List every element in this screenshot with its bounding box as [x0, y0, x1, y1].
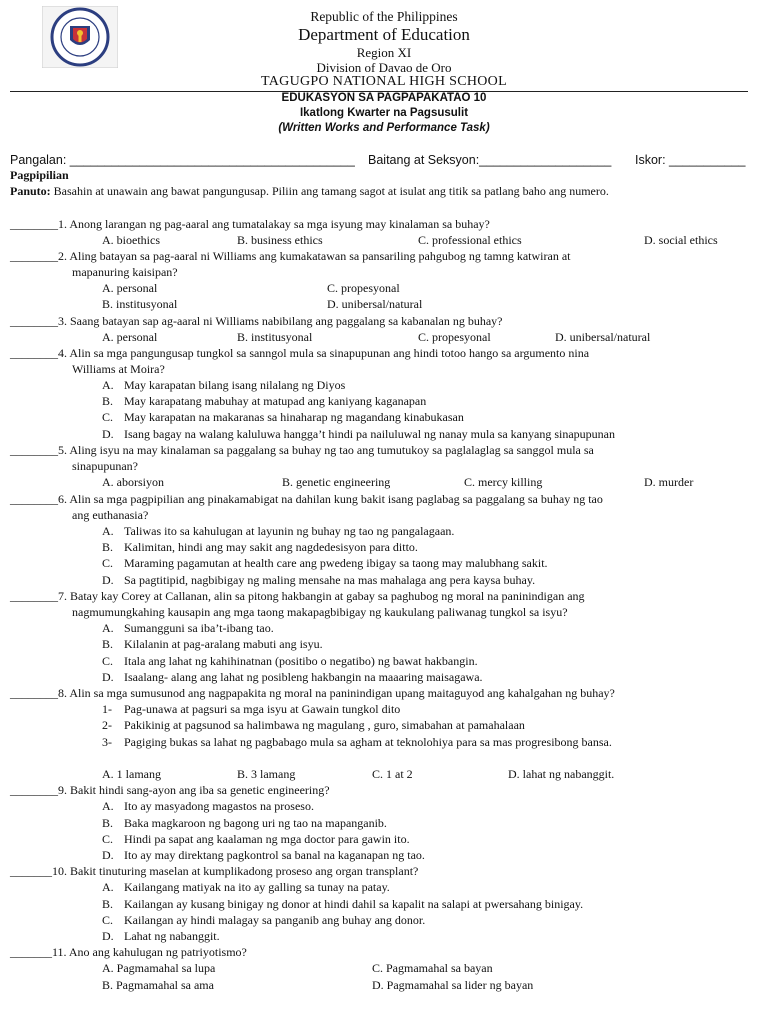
- letter-d: D.: [102, 427, 114, 441]
- q5-option-d: D. murder: [644, 475, 694, 489]
- letter-c: C.: [102, 832, 114, 846]
- q8-statement-2-text: Pakikinig at pagsunod sa halimbawa ng magulang , guro, simabahan at pamahalaan: [124, 718, 525, 732]
- q2-option-a: A. personal: [102, 281, 158, 295]
- q4-option-b: [102, 393, 426, 409]
- q7-option-b: [102, 636, 323, 652]
- q7-option-a: [102, 620, 274, 636]
- q11-option-b: B. Pagmamahal sa ama: [102, 978, 214, 992]
- q10-option-b-text: Kailangan ay kusang binigay ng donor at hindi dahil sa kapalit na salapi at pwersahang binigay.: [124, 897, 584, 911]
- directions-text: Basahin at unawain ang bawat pangungusap. Piliin ang tamang sagot at isulat ang titik sa patlang baho ang numero.: [50, 184, 609, 198]
- letter-d: D.: [102, 573, 114, 587]
- q7-option-b-text: Kilalanin at pag-aralang mabuti ang isyu.: [124, 637, 323, 651]
- letter-a: A.: [102, 524, 114, 538]
- score-field[interactable]: Iskor: ___________: [635, 153, 746, 167]
- q10-option-a: [102, 879, 390, 895]
- question-6-cont: ang euthanasia?: [72, 508, 149, 522]
- letter-d: D.: [102, 670, 114, 684]
- q5-option-b: B. genetic engineering: [282, 475, 391, 489]
- q4-option-d: [102, 426, 615, 442]
- q8-statement-1-text: Pag-unawa at pagsuri sa mga isyu at Gawain tungkol dito: [124, 702, 401, 716]
- section-title: Pagpipilian: [10, 168, 69, 182]
- q4-option-a-text: May karapatan bilang isang nilalang ng Diyos: [124, 378, 346, 392]
- q4-option-a: [102, 377, 345, 393]
- question-7: ________7. Batay kay Corey at Callanan, alin sa pitong hakbangin at gabay sa paghubog ng moral na paninindigan ang: [10, 589, 585, 603]
- q1-option-a: A. bioethics: [102, 233, 160, 247]
- question-5: ________5. Aling isyu na may kinalaman sa paggalang sa buhay ng tao ang tumutukoy sa paglalaglag sa sanggol mula sa: [10, 443, 594, 457]
- q1-option-d: D. social ethics: [644, 233, 718, 247]
- letter-a: A.: [102, 378, 114, 392]
- q6-option-c-text: Maraming pagamutan at health care ang pwedeng ibigay sa taong may malubhang sakit.: [124, 556, 548, 570]
- question-10: _______10. Bakit tinuturing maselan at kumplikadong proseso ang organ transplant?: [10, 864, 419, 878]
- q5-option-c: C. mercy killing: [464, 475, 543, 489]
- q9-option-b: [102, 815, 387, 831]
- q5-option-a: A. aborsiyon: [102, 475, 164, 489]
- q6-option-b: [102, 539, 418, 555]
- directions-label: Panuto:: [10, 184, 51, 198]
- task-title: (Written Works and Performance Task): [278, 122, 490, 134]
- question-5-cont: sinapupunan?: [72, 459, 138, 473]
- letter-b: B.: [102, 540, 114, 554]
- letter-a: A.: [102, 621, 114, 635]
- q10-option-a-text: Kailangang matiyak na ito ay galling sa tunay na patay.: [124, 880, 390, 894]
- number-3: 3-: [102, 735, 112, 749]
- question-9: ________9. Bakit hindi sang-ayon ang iba sa genetic engineering?: [10, 783, 330, 797]
- question-2-cont: mapanuring kaisipan?: [72, 265, 178, 279]
- q4-option-b-text: May karapatang mabuhay at matupad ang kaniyang kaganapan: [124, 394, 427, 408]
- number-1: 1-: [102, 702, 112, 716]
- q10-option-b: [102, 896, 583, 912]
- quarter-title: Ikatlong Kwarter na Pagsusulit: [299, 107, 469, 119]
- letter-c: C.: [102, 410, 114, 424]
- q4-option-c: [102, 409, 464, 425]
- letter-b: B.: [102, 897, 114, 911]
- q9-option-d-text: Ito ay may direktang pagkontrol sa banal na kaganapan ng tao.: [124, 848, 425, 862]
- letter-d: D.: [102, 929, 114, 943]
- q9-option-c: [102, 831, 410, 847]
- subject-title: EDUKASYON SA PAGPAPAKATAO 10: [281, 92, 487, 104]
- q10-option-c: [102, 912, 425, 928]
- question-3: ________3. Saang batayan sap ag-aaral ni Williams nabibilang ang paggalang sa kabanalan ng buhay?: [10, 314, 503, 328]
- q3-option-d: D. unibersal/natural: [555, 330, 651, 344]
- name-field[interactable]: Pangalan: _________________________________________: [10, 153, 355, 167]
- letter-c: C.: [102, 913, 114, 927]
- q2-option-b: B. institusyonal: [102, 297, 178, 311]
- q1-option-c: C. professional ethics: [418, 233, 522, 247]
- q3-option-b: B. institusyonal: [237, 330, 313, 344]
- directions: [10, 184, 609, 199]
- question-7-cont: nagmumungkahing kausapin ang mga taong makapagbibigay ng kaukulang paliwanag tungkol sa isyu?: [72, 605, 568, 619]
- q10-option-d-text: Lahat ng nabanggit.: [124, 929, 220, 943]
- q9-option-c-text: Hindi pa sapat ang kaalaman ng mga doctor para gawin ito.: [124, 832, 410, 846]
- q8-statement-1: [102, 701, 400, 717]
- question-1: ________1. Anong larangan ng pag-aaral ang tumatalakay sa mga isyung may kinalaman sa buhay?: [10, 217, 490, 231]
- division-line: Division of Davao de Oro: [316, 60, 452, 75]
- q9-option-d: [102, 847, 425, 863]
- q8-option-c: C. 1 at 2: [372, 767, 413, 781]
- q9-option-a: [102, 798, 314, 814]
- q8-statement-3-text: Pagiging bukas sa lahat ng pagbabago mula sa agham at teknolohiya para sa mas progresibong bansa.: [124, 735, 612, 749]
- q8-option-d: D. lahat ng nabanggit.: [508, 767, 615, 781]
- q6-option-b-text: Kalimitan, hindi ang may sakit ang nagdedesisyon para ditto.: [124, 540, 418, 554]
- q10-option-c-text: Kailangan ay hindi malagay sa panganib ang buhay ang donor.: [124, 913, 426, 927]
- q6-option-a-text: Taliwas ito sa kahulugan at layunin ng buhay ng tao ng pangalagaan.: [124, 524, 455, 538]
- question-4: ________4. Alin sa mga pangungusap tungkol sa sanngol mula sa sinapupunan ang hindi totoo hango sa argumento nina: [10, 346, 590, 360]
- q9-option-b-text: Baka magkaroon ng bagong uri ng tao na mapanganib.: [124, 816, 387, 830]
- letter-a: A.: [102, 880, 114, 894]
- number-2: 2-: [102, 718, 112, 732]
- q1-option-b: B. business ethics: [237, 233, 323, 247]
- q6-option-a: [102, 523, 454, 539]
- question-11: _______11. Ano ang kahulugan ng patriyotismo?: [10, 945, 247, 959]
- q11-option-c: C. Pagmamahal sa bayan: [372, 961, 493, 975]
- letter-c: C.: [102, 654, 114, 668]
- q2-option-c: C. propesyonal: [327, 281, 400, 295]
- department-title: Department of Education: [298, 25, 470, 44]
- q11-option-a: A. Pagmamahal sa lupa: [102, 961, 216, 975]
- question-2: ________2. Aling batayan sa pag-aaral ni Williams ang kumakatawan sa pansariling pahgubog ng tamng katwiran at: [10, 249, 571, 263]
- letter-b: B.: [102, 637, 114, 651]
- q11-option-d: D. Pagmamahal sa lider ng bayan: [372, 978, 534, 992]
- q4-option-c-text: May karapatan na makaranas sa hinaharap ng magandang kinabukasan: [124, 410, 464, 424]
- question-6: ________6. Alin sa mga pagpipilian ang pinakamabigat na dahilan kung bakit isang paglabag sa paggalang sa buhay ng tao: [10, 492, 603, 506]
- q7-option-a-text: Sumangguni sa iba’t-ibang tao.: [124, 621, 274, 635]
- q6-option-d: [102, 572, 535, 588]
- q7-option-d: [102, 669, 483, 685]
- q8-option-a: A. 1 lamang: [102, 767, 161, 781]
- letter-a: A.: [102, 799, 114, 813]
- q2-option-d: D. unibersal/natural: [327, 297, 423, 311]
- region-line: Region XI: [356, 45, 412, 60]
- letter-b: B.: [102, 394, 114, 408]
- republic-line: Republic of the Philippines: [310, 9, 458, 24]
- section-field[interactable]: Baitang at Seksyon:___________________: [368, 153, 612, 167]
- q3-option-c: C. propesyonal: [418, 330, 491, 344]
- letter-b: B.: [102, 816, 114, 830]
- q8-option-b: B. 3 lamang: [237, 767, 296, 781]
- q7-option-c: [102, 653, 478, 669]
- q10-option-d: [102, 928, 220, 944]
- q6-option-c: [102, 555, 548, 571]
- letter-c: C.: [102, 556, 114, 570]
- q9-option-a-text: Ito ay masyadong magastos na proseso.: [124, 799, 314, 813]
- q8-statement-3: [102, 734, 612, 750]
- q6-option-d-text: Sa pagtitipid, nagbibigay ng maling mensahe na mas mahalaga ang pera kaysa buhay.: [124, 573, 536, 587]
- question-4-cont: Williams at Moira?: [72, 362, 165, 376]
- q7-option-c-text: Itala ang lahat ng kahihinatnan (positibo o negatibo) ng bawat hakbangin.: [124, 654, 478, 668]
- q4-option-d-text: Isang bagay na walang kaluluwa hangga’t hindi pa nailuluwal ng nanay mula sa kanyang sinapupunan: [124, 427, 615, 441]
- question-8: ________8. Alin sa mga sumusunod ang nagpapakita ng moral na paninindigan upang maitaguyod ang kahalgahan ng buhay?: [10, 686, 615, 700]
- q3-option-a: A. personal: [102, 330, 158, 344]
- q8-statement-2: [102, 717, 525, 733]
- letter-d: D.: [102, 848, 114, 862]
- school-name: TAGUGPO NATIONAL HIGH SCHOOL: [261, 74, 507, 89]
- q7-option-d-text: Isaalang- alang ang lahat ng posibleng hakbangin na maaaring maisagawa.: [124, 670, 483, 684]
